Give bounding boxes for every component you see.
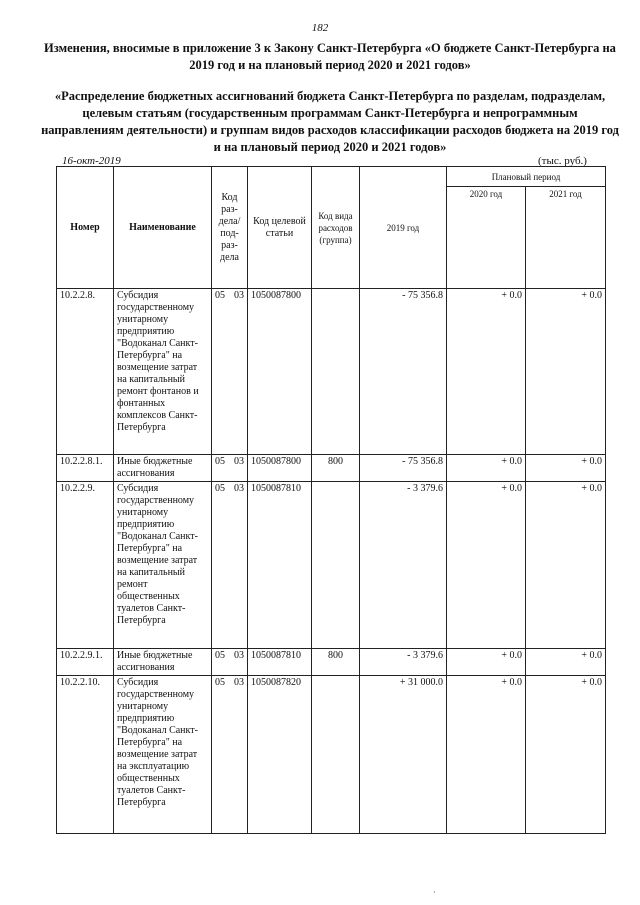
row-2021: + 0.0	[526, 289, 606, 455]
page-number: 182	[311, 22, 329, 34]
document-date: 16-окт-2019	[62, 155, 121, 167]
row-name: Субсидия государственному унитарному предприятию "Водоканал Санкт-Петербурга" на возмещение затрат на капитальный ремонт общественных туалетов Санкт-Петербурга	[114, 482, 212, 649]
table-row	[57, 649, 606, 676]
row-target-code: 1050087810	[248, 482, 312, 649]
subsection-code: 03	[234, 290, 244, 301]
section-code: 05	[215, 483, 225, 494]
row-2020: + 0.0	[447, 455, 526, 482]
row-number: 10.2.2.9.1.	[57, 649, 114, 676]
scan-mark: ·	[433, 888, 436, 897]
section-code: 05	[215, 677, 225, 688]
header-expense-type: Код вида расходов (группа)	[312, 167, 360, 289]
table-row	[57, 455, 606, 482]
header-target-code: Код целевой статьи	[248, 167, 312, 289]
section-code: 05	[215, 456, 225, 467]
row-2019: - 3 379.6	[360, 649, 447, 676]
row-expense-type: 800	[312, 455, 360, 482]
row-section-code	[212, 649, 248, 676]
appendix-title: «Распределение бюджетных ассигнований бюджета Санкт-Петербурга по разделам, подразделам, целевым статьям (государственным программам Санкт-Петербурга и непрограммным направлениям деятельности) и группам видов расходов классификации расходов бюджета на 2019 год и на плановый период 2020 и 2021 годов»	[41, 89, 619, 154]
budget-table	[56, 166, 606, 834]
row-target-code: 1050087800	[248, 455, 312, 482]
section-code: 05	[215, 650, 225, 661]
row-name: Субсидия государственному унитарному предприятию "Водоканал Санкт-Петербурга" на возмещение затрат на капитальный ремонт фонтанов и фонтанных комплексов Санкт-Петербурга	[114, 289, 212, 455]
row-expense-type	[312, 676, 360, 834]
row-2019: - 75 356.8	[360, 455, 447, 482]
row-2020: + 0.0	[447, 289, 526, 455]
units-label: (тыс. руб.)	[538, 155, 587, 167]
row-expense-type	[312, 289, 360, 455]
row-2020: + 0.0	[447, 676, 526, 834]
row-section-code	[212, 289, 248, 455]
header-section-code: Код раз-дела/под-раз-дела	[212, 167, 248, 289]
subsection-code: 03	[234, 456, 244, 467]
subsection-code: 03	[234, 677, 244, 688]
table-row	[57, 289, 606, 455]
row-name: Субсидия государственному унитарному предприятию "Водоканал Санкт-Петербурга" на возмещение затрат на эксплуатацию общественных туалетов Санкт-Петербурга	[114, 676, 212, 834]
row-2019: - 75 356.8	[360, 289, 447, 455]
row-2019: - 3 379.6	[360, 482, 447, 649]
row-2019: + 31 000.0	[360, 676, 447, 834]
table-row	[57, 482, 606, 649]
row-name: Иные бюджетные ассигнования	[114, 455, 212, 482]
row-section-code	[212, 676, 248, 834]
subsection-code: 03	[234, 483, 244, 494]
document-title: Изменения, вносимые в приложение 3 к Закону Санкт-Петербурга «О бюджете Санкт-Петербурга на 2019 год и на плановый период 2020 и 2021 годов»	[44, 41, 616, 72]
row-name: Иные бюджетные ассигнования	[114, 649, 212, 676]
row-2020: + 0.0	[447, 649, 526, 676]
row-target-code: 1050087800	[248, 289, 312, 455]
row-section-code	[212, 482, 248, 649]
row-expense-type: 800	[312, 649, 360, 676]
row-section-code	[212, 455, 248, 482]
section-code: 05	[215, 290, 225, 301]
row-2021: + 0.0	[526, 649, 606, 676]
header-planned-period: Плановый период	[447, 167, 606, 187]
row-expense-type	[312, 482, 360, 649]
header-number: Номер	[57, 167, 114, 289]
header-2019: 2019 год	[360, 167, 447, 289]
row-target-code: 1050087810	[248, 649, 312, 676]
row-number: 10.2.2.8.	[57, 289, 114, 455]
subsection-code: 03	[234, 650, 244, 661]
row-number: 10.2.2.9.	[57, 482, 114, 649]
row-number: 10.2.2.8.1.	[57, 455, 114, 482]
row-2020: + 0.0	[447, 482, 526, 649]
row-2021: + 0.0	[526, 482, 606, 649]
row-number: 10.2.2.10.	[57, 676, 114, 834]
header-2021: 2021 год	[526, 187, 606, 289]
row-2021: + 0.0	[526, 455, 606, 482]
row-2021: + 0.0	[526, 676, 606, 834]
header-name: Наименование	[114, 167, 212, 289]
header-2020: 2020 год	[447, 187, 526, 289]
row-target-code: 1050087820	[248, 676, 312, 834]
table-row	[57, 676, 606, 834]
